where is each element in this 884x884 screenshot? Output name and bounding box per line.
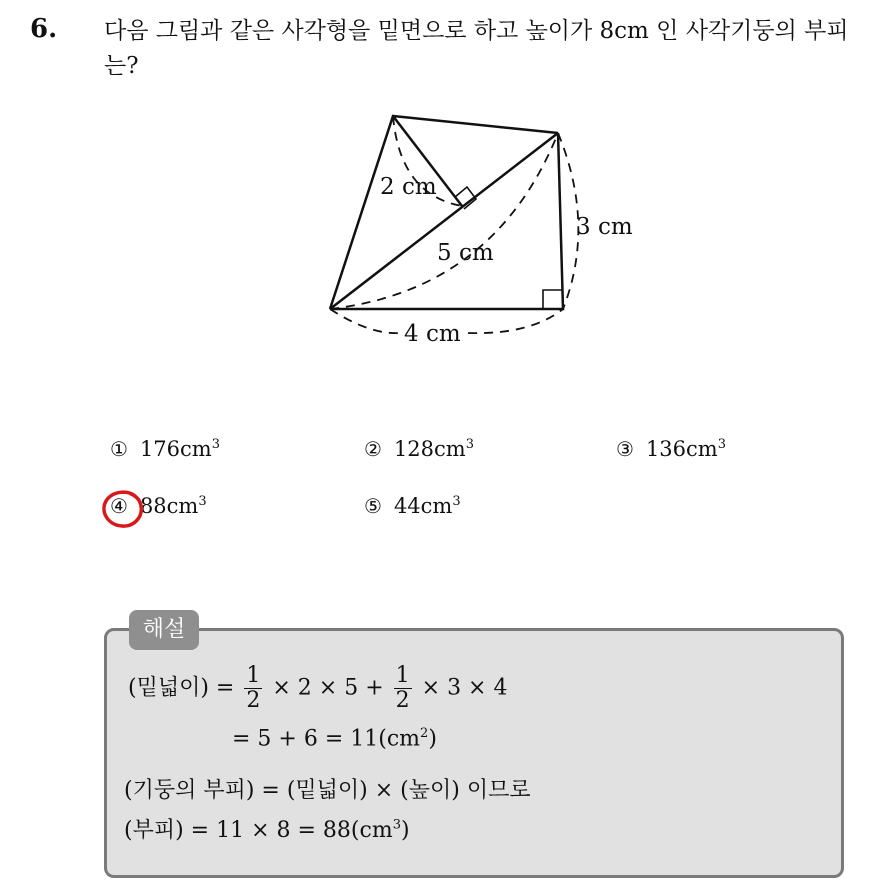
line2-text: = 5 + 6 = 11(cm [232,726,421,752]
option-value: 176cm [139,437,212,461]
option-exponent: 3 [452,494,461,509]
fraction-denominator: 2 [246,688,261,713]
line2-close: ) [428,726,437,752]
fraction-1 [244,664,262,713]
option-value: 44cm [393,494,453,518]
question-text: 다음 그림과 같은 사각형을 밑면으로 하고 높이가 8cm 인 사각기둥의 부피는? [104,18,849,79]
diagonal-line [330,133,558,309]
fraction-numerator: 1 [246,663,261,688]
option-5[interactable] [364,494,461,518]
fraction-denominator: 2 [395,688,410,713]
line1-lhs: (밑넓이) = [128,675,235,701]
outer-left-edge [330,116,558,309]
option-value: 128cm [393,437,466,461]
line1-mid: × 2 × 5 + [272,675,384,701]
option-symbol: ② [364,437,382,461]
dashed-arc-bottom-right [468,309,563,333]
option-exponent: 3 [717,437,726,452]
option-symbol: ④ [110,494,128,518]
option-exponent: 3 [211,437,220,452]
option-3[interactable] [616,437,726,461]
question-number: 6. [30,14,58,44]
answer-mark-circle [100,487,148,531]
line4-exponent: 3 [392,817,401,833]
dashed-arc-bottom [330,309,400,333]
line1-tail: × 3 × 4 [421,675,508,701]
solution-line-1 [128,664,507,713]
option-1[interactable] [110,437,220,461]
label-height: 2 cm [380,174,437,200]
solution-tag: 해설 [129,610,199,650]
label-diagonal: 5 cm [437,240,494,266]
fraction-2 [394,664,412,713]
option-exponent: 3 [465,437,474,452]
quadrilateral-figure [300,100,660,360]
solution-line-2 [232,726,437,751]
label-bottom: 4 cm [404,321,461,347]
line4-close: ) [400,818,410,843]
solution-line-3: (기둥의 부피) = (밑넓이) × (높이) 이므로 [124,778,531,803]
option-value: 136cm [645,437,718,461]
option-symbol: ⑤ [364,494,382,518]
option-2[interactable] [364,437,474,461]
label-vertical: 3 cm [576,214,633,240]
right-angle-mark-bottom [543,290,562,309]
option-symbol: ① [110,437,128,461]
solution-line-4 [124,813,410,844]
line4-text: (부피) = 11 × 8 = 88(cm [124,818,393,843]
fraction-numerator: 1 [395,663,410,688]
option-value: 88cm [139,494,199,518]
option-symbol: ③ [616,437,634,461]
option-exponent: 3 [198,494,207,509]
line2-exponent: 2 [420,726,429,741]
